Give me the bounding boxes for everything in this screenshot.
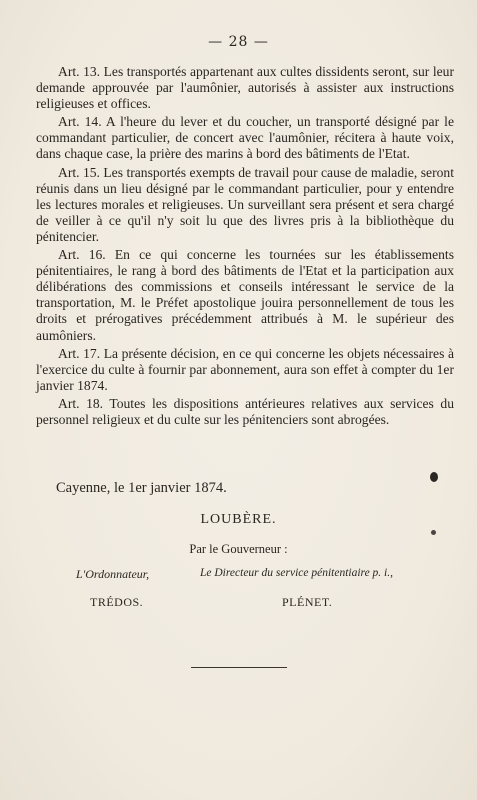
page-number: — 28 — [208, 34, 269, 50]
place-date: Cayenne, le 1er janvier 1874. [56, 480, 227, 496]
name-tredos: TRÉDOS. [90, 595, 144, 609]
by-line: Par le Gouverneur : [189, 542, 288, 556]
closing-rule [191, 667, 287, 668]
article-14: Art. 14. A l'heure du lever et du coucher, un transporté désigné par le commandant particulier, de concert avec l'aumônier, récitera à haute voix, dans chaque case, la prière des marins à bord des bâtiments de l'Etat. [36, 114, 454, 162]
name-plenet: PLÉNET. [282, 595, 333, 609]
ink-blot [430, 472, 438, 482]
ink-speck [431, 530, 436, 535]
article-18: Art. 18. Toutes les dispositions antérieures relatives aux services du personnel religieux et du culte sur les pénitenciers sont abrogées. [36, 395, 454, 427]
article-17: Art. 17. La présente décision, en ce qui concerne les objets nécessaires à l'exercice du culte à fournir par abonnement, aura son effet à compter du 1er janvier 1874. [36, 345, 454, 393]
signatory-name: LOUBÈRE. [200, 512, 277, 527]
article-13: Art. 13. Les transportés appartenant aux cultes dissidents seront, sur leur demande approuvée par l'aumônier, autorisés à assister aux instructions religieuses et offices. [36, 64, 454, 112]
article-16: Art. 16. En ce qui concerne les tournées sur les établissements pénitentiaires, le rang à bord des bâtiments de l'Etat et la participation aux délibérations des commissions et conseils intéressant le service de la transportation, M. le Préfet apostolique jouira personnellement de tous les droits et prérogatives précédemment attribués à M. le supérieur des aumôniers. [36, 247, 454, 343]
articles-body [36, 64, 454, 430]
role-ordonnateur: L'Ordonnateur, [76, 567, 150, 581]
article-15: Art. 15. Les transportés exempts de travail pour cause de maladie, seront réunis dans un lieu désigné par le commandant particulier, pour y entendre les lectures morales et religieuses. Un surveillant sera présent et sera chargé de veiller à ce qu'il n'y soit lu que des livres pris à la bibliothèque du pénitencier. [36, 164, 454, 244]
role-directeur: Le Directeur du service pénitentiaire p. i., [200, 567, 394, 579]
